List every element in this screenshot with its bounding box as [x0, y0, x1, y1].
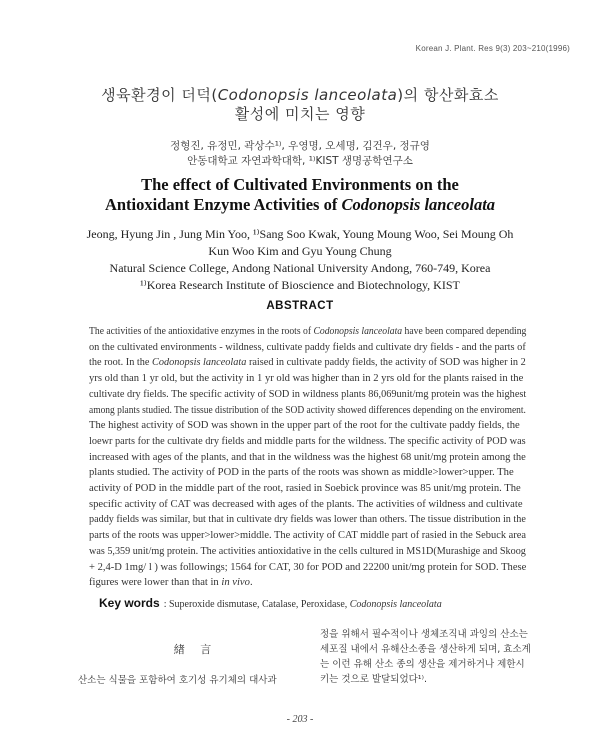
- abstract-line: yrs old than 1 yr old, but the activity in 1 yr old was higher than in 2 yrs old for the plants raised in the: [89, 373, 524, 385]
- introduction-line: 는 이런 유해 산소 종의 생산을 제거하거나 제한시: [320, 659, 525, 670]
- abstract-line: The highest activity of SOD was shown in the upper part of the root for the cultivate paddy fields, the: [89, 420, 520, 432]
- english-title-part-a: Antioxidant Enzyme Activities of: [104, 195, 342, 214]
- keywords-text: : Superoxide dismutase, Catalase, Peroxidase,: [163, 599, 350, 610]
- korean-title-line-1: [0, 84, 600, 105]
- abstract-line: activity of POD in the middle part of the root, rasied in Soebick province was 85 unit/mg protein. The: [89, 483, 521, 495]
- keywords-label: Key words: [99, 596, 160, 610]
- english-title-line-2: [0, 195, 600, 215]
- abstract-line: on the cultivated environments - wildness, cultivate paddy fields and cultivate dry fields - and the parts of: [89, 341, 526, 353]
- introduction-heading: 緖 言: [173, 643, 218, 656]
- journal-reference: Korean J. Plant. Res 9(3) 203~210(1996): [415, 44, 570, 53]
- abstract-line: loewr parts for the cultivate dry fields and middle parts for the wildness. The specific activity of POD was: [89, 435, 526, 447]
- abstract-line: paddy fields was similar, but that in cultivate dry fields was lower than others. The tissue distribution in the: [89, 514, 526, 526]
- introduction-right-column: [320, 627, 548, 687]
- page-number: - 203 -: [286, 714, 314, 725]
- keywords-italic: Codonopsis lanceolata: [349, 599, 442, 610]
- keywords: [99, 596, 442, 610]
- abstract-line: cultivate dry fields. The specific activity of SOD in wildness plants 86,069unit/mg protein was the highest: [89, 388, 527, 400]
- korean-title-part-b: )의 항산화효소: [397, 86, 499, 104]
- abstract-line: increased with ages of the plants, and that in the wildness was the highest 68 unit/mg protein among the: [89, 451, 526, 463]
- introduction-line: 정을 위해서 필수적이나 생체조직내 과잉의 산소는: [320, 629, 528, 640]
- abstract-line: plants studied. The activity of POD in the parts of the roots was shown as middle>lower>upper. The: [89, 467, 514, 479]
- abstract-heading: ABSTRACT: [266, 300, 334, 312]
- english-title-line-1: The effect of Cultivated Environments on the: [141, 175, 459, 194]
- abstract-line: among plants studied. The tissue distribution of the SOD activity showed differences depending on the enviroment.: [89, 404, 526, 416]
- introduction-line: 세포질 내에서 유해산소종을 생산하게 되며, 효소계: [320, 644, 531, 655]
- english-title-italic: Codonopsis lanceolata: [341, 195, 496, 214]
- abstract-body: [89, 324, 526, 591]
- abstract-line: parts of the roots was upper>lower>middle. The activity of CAT middle part of rasied in the Sebuck area: [89, 530, 527, 542]
- korean-authors: 정형진, 유정민, 곽상수¹⁾, 우영명, 오세명, 김건우, 정규영: [170, 140, 430, 152]
- abstract-line: + 2,4-D 1mg/ l ) was followings; 1564 for CAT, 30 for POD and 22200 unit/mg protein for SOD. These: [89, 561, 527, 573]
- abstract-line: was 5,359 unit/mg protein. The activities antioxidative in the cells cultured in MS1D(Murashige and Skoog: [89, 545, 526, 557]
- abstract-line: The activities of the antioxidative enzymes in the roots of Codonopsis lanceolata have been compared depending: [89, 326, 527, 337]
- introduction-line: 키는 것으로 발달되었다¹⁾.: [320, 674, 427, 685]
- korean-affiliation: 안동대학교 자연과학대학, ¹⁾KIST 생명공학연구소: [187, 155, 413, 167]
- english-affiliation-line-2: ¹⁾Korea Research Institute of Bioscience and Biotechnology, KIST: [140, 278, 460, 292]
- english-authors-line-2: Kun Woo Kim and Gyu Young Chung: [208, 244, 392, 258]
- abstract-line: specific activity of CAT was decreased with ages of the plants. The activities of wildness and cultivate: [89, 498, 523, 510]
- korean-title-italic: Codonopsis lanceolata: [217, 86, 398, 104]
- korean-title-part-a: 생육환경이 더덕(: [101, 86, 218, 104]
- introduction-left-column: 산소는 식물을 포함하여 호기성 유기체의 대사과: [78, 675, 277, 686]
- korean-title-line-2: 활성에 미치는 영향: [234, 105, 366, 123]
- english-authors-line-1: Jeong, Hyung Jin , Jung Min Yoo, ¹⁾Sang Soo Kwak, Young Moung Woo, Sei Moung Oh: [86, 227, 514, 241]
- abstract-line: the root. In the Codonopsis lanceolata raised in cultivate paddy fields, the activity of SOD was higher in 2: [89, 357, 526, 369]
- english-affiliation-line-1: Natural Science College, Andong National University Andong, 760-749, Korea: [109, 261, 491, 275]
- abstract-line: figures were lower than that in in vivo.: [89, 577, 253, 589]
